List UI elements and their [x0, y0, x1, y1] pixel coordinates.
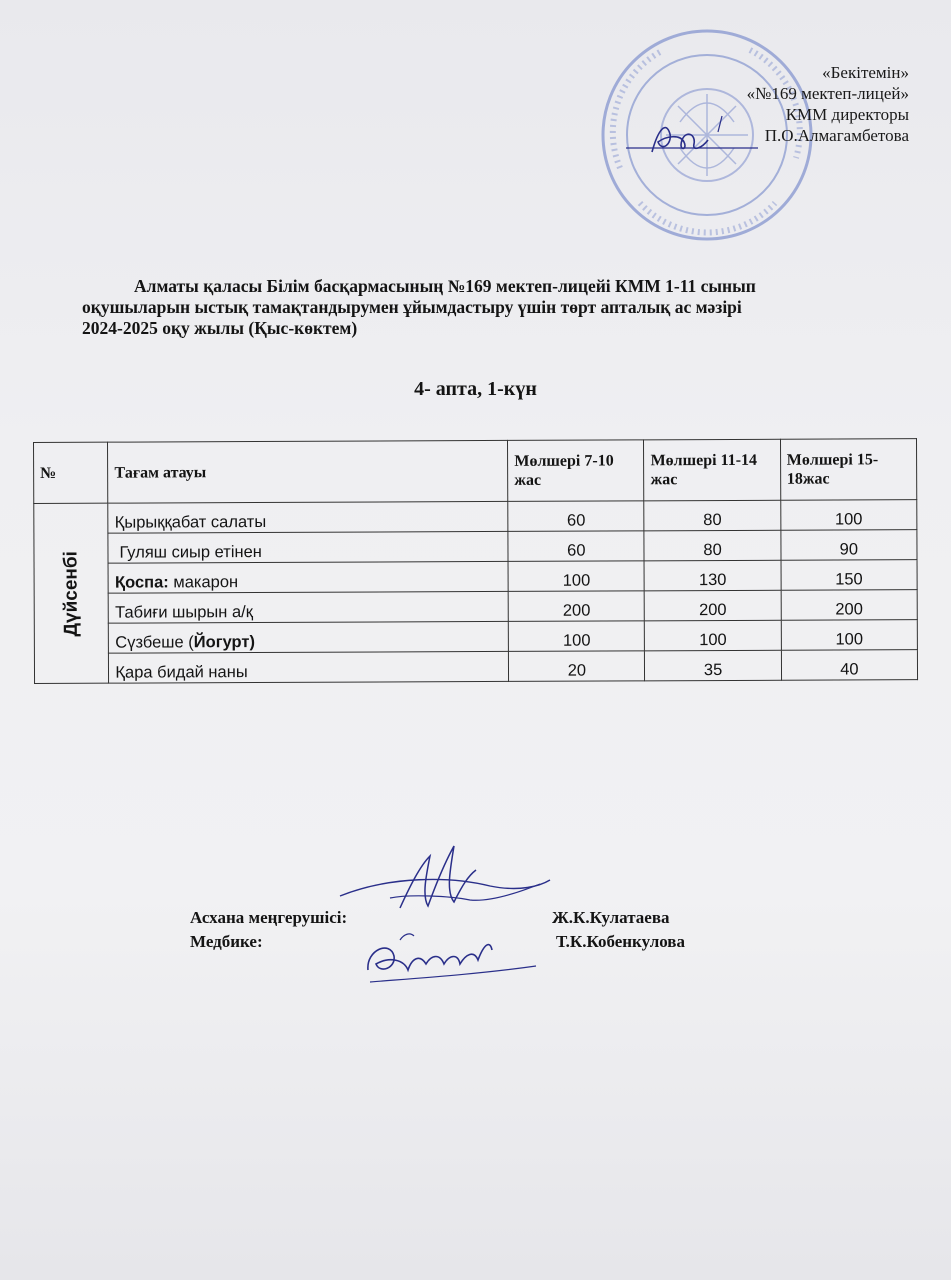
day-cell: [34, 503, 109, 683]
header-age-7-10: Мөлшері 7-10 жас: [508, 440, 644, 502]
dish-name-bold: Қоспа:: [114, 573, 169, 592]
approval-line-4: П.О.Алмагамбетова: [764, 126, 909, 145]
table-row: [34, 650, 917, 684]
director-signature: [622, 112, 762, 162]
qty-11-14: 100: [645, 620, 781, 651]
document-title: [82, 276, 912, 339]
table-row: [34, 620, 917, 654]
qty-15-18: 100: [780, 500, 916, 531]
table-row: [34, 590, 917, 624]
dish-name: [109, 621, 509, 653]
approval-line-1: «Бекітемін»: [822, 63, 909, 82]
title-line-1: Алматы қаласы Білім басқармасының №169 мектеп-лицейі КММ 1-11 сынып: [134, 276, 756, 296]
signer-roles: [190, 906, 347, 954]
signer-names: [552, 906, 685, 954]
week-day-label: 4- апта, 1-күн: [414, 378, 537, 400]
qty-11-14: 200: [645, 590, 781, 621]
dish-name: Қара бидай наны: [109, 651, 509, 683]
approval-line-3: КММ директоры: [785, 105, 909, 124]
approval-line-2: «№169 мектеп-лицей»: [746, 84, 909, 103]
qty-7-10: 20: [509, 651, 645, 682]
qty-7-10: 60: [508, 501, 644, 532]
qty-15-18: 90: [781, 530, 917, 561]
name-nurse: Т.К.Кобенкулова: [556, 932, 685, 951]
qty-11-14: 80: [644, 530, 780, 561]
header-name: Тағам атауы: [108, 440, 508, 503]
table-row: [34, 500, 917, 534]
title-line-2: оқушыларын ыстық тамақтандырумен ұйымдастыру үшін төрт апталық ас мәзірі: [82, 297, 742, 317]
dish-name: Табиғи шырын а/қ: [109, 591, 509, 623]
header-age-11-14: Мөлшері 11-14 жас: [644, 439, 780, 501]
qty-11-14: 130: [644, 560, 780, 591]
qty-15-18: 100: [781, 620, 917, 651]
role-nurse: Медбике:: [190, 932, 263, 951]
qty-7-10: 100: [508, 561, 644, 592]
nurse-signature: [360, 920, 540, 1000]
qty-11-14: 35: [645, 650, 781, 681]
role-cook: Асхана меңгерушісі:: [190, 908, 348, 927]
qty-15-18: 150: [781, 560, 917, 591]
dish-name: Гуляш сиыр етінен: [108, 531, 508, 563]
dish-name: Қырыққабат салаты: [108, 501, 508, 533]
qty-7-10: 200: [508, 591, 644, 622]
dish-name: [108, 561, 508, 593]
qty-15-18: 40: [781, 650, 917, 681]
qty-11-14: 80: [644, 500, 780, 531]
dish-name-text: Сүзбеше (: [115, 633, 194, 652]
title-line-3: 2024-2025 оқу жылы (Қыс-көктем): [82, 318, 358, 338]
table-header-row: [34, 439, 917, 504]
approval-block: [747, 62, 909, 146]
dish-name-text: макарон: [168, 573, 239, 592]
header-num: №: [34, 442, 109, 503]
table-row: [34, 560, 917, 594]
day-label: Дүйсенбі: [60, 550, 82, 637]
table-row: [34, 530, 917, 564]
header-age-15-18: Мөлшері 15-18жас: [780, 439, 917, 501]
dish-name-bold: Йогурт): [193, 633, 256, 652]
name-cook: Ж.К.Кулатаева: [552, 908, 670, 927]
menu-table: [33, 438, 918, 684]
qty-7-10: 60: [508, 531, 644, 562]
qty-7-10: 100: [509, 621, 645, 652]
qty-15-18: 200: [781, 590, 917, 621]
